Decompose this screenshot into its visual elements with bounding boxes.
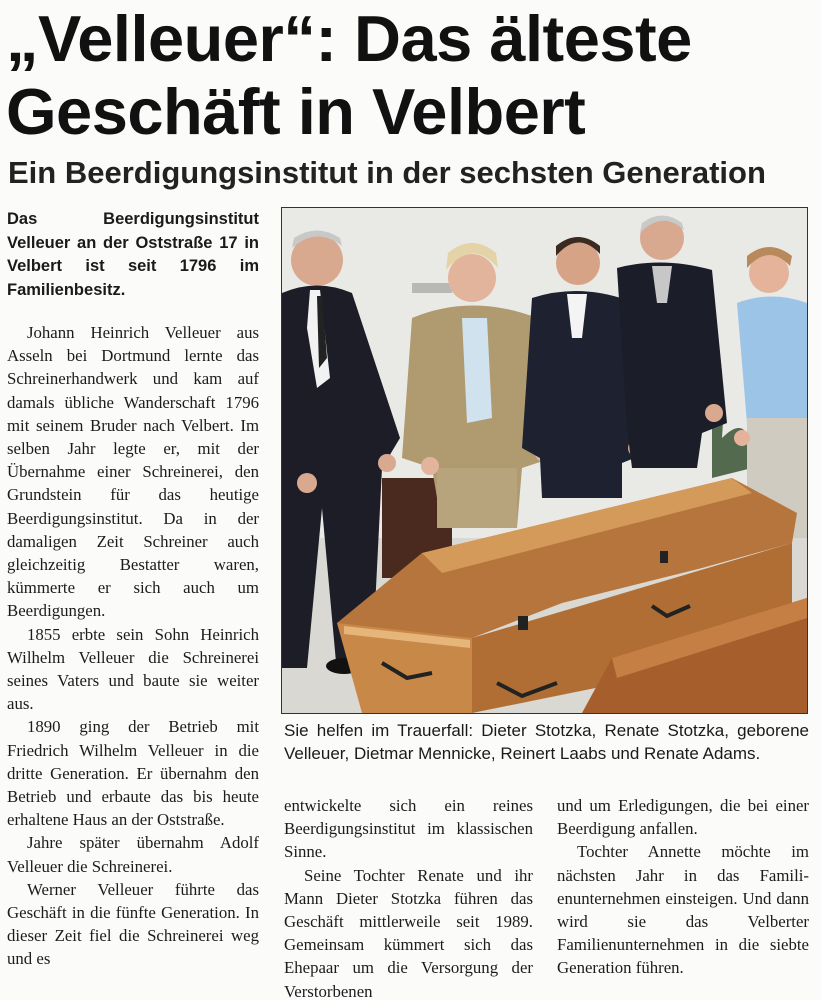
paragraph: 1855 erbte sein Sohn Heinrich Wilhelm Velleuer die Schreinerei seines Vaters und baute sie weiter aus. bbox=[7, 624, 259, 714]
article-photo bbox=[281, 207, 808, 714]
paragraph: Werner Velleuer führte das Geschäft in die fünfte Generation. In dieser Zeit fiel die Schreinerei weg und es bbox=[7, 879, 259, 969]
subheadline: Ein Beerdigungsinstitut in der sechsten Generation bbox=[8, 155, 766, 190]
headline: „Velleuer“: Das älteste Geschäft in Velbert bbox=[6, 2, 692, 148]
paragraph: Tochter Annette möchte im nächsten Jahr in das Familienunternehmen einsteigen. Und dann wird sie das Velberter Familienunternehmen in die siebte Generation führen. bbox=[557, 842, 809, 978]
photo-caption: Sie helfen im Trauerfall: Dieter Stotzka, Renate Stotzka, geborene Velleuer, Dietmar Mennicke, Reinert Laabs und Renate Adams. bbox=[284, 721, 809, 763]
paragraph: 1890 ging der Betrieb mit Friedrich Wilhelm Velleuer in die dritte Generation. Er übernahm den Betrieb und erbaute das bis heute erhaltene Haus an der Oststraße. bbox=[7, 717, 259, 830]
paragraph: und um Erledigungen, die bei einer Beerdigung anfallen. bbox=[557, 796, 809, 839]
paragraph: Jahre später übernahm Adolf Velleuer die Schreinerei. bbox=[7, 833, 259, 876]
photo-illustration bbox=[282, 208, 807, 713]
paragraph: Seine Tochter Renate und ihr Mann Dieter Stotzka führen das Geschäft mittlerweile seit 1989. Gemeinsam kümmert sich das Ehepaar um die Versorgung der Verstorbenen bbox=[284, 865, 533, 1000]
lead-paragraph: Das Beerdigungsinstitut Velleuer an der Oststraße 17 in Velbert ist seit 1796 im Familienbesitz. bbox=[7, 210, 259, 299]
body-column-3 bbox=[557, 794, 809, 1000]
paragraph: Johann Heinrich Velleuer aus Asseln bei Dortmund lernte das Schreinerhandwerk und kam auf damals übliche Wanderschaft 1796 mit seinem Bruder nach Velbert. Im selben Jahr legte er, mit der Übernahme einer Schreinerei, den Grundstein für das heutige Beerdigungsinstitut. Da in der damaligen Zeit Schreiner auch gleichzeitig Bestatter waren, kümmerte er sich auch um Beerdigungen. bbox=[7, 323, 259, 621]
body-column-1 bbox=[7, 321, 259, 1000]
paragraph: entwickelte sich ein reines Beerdigungsinstitut im klassischen Sinne. bbox=[284, 796, 533, 862]
body-column-2 bbox=[284, 794, 533, 1000]
